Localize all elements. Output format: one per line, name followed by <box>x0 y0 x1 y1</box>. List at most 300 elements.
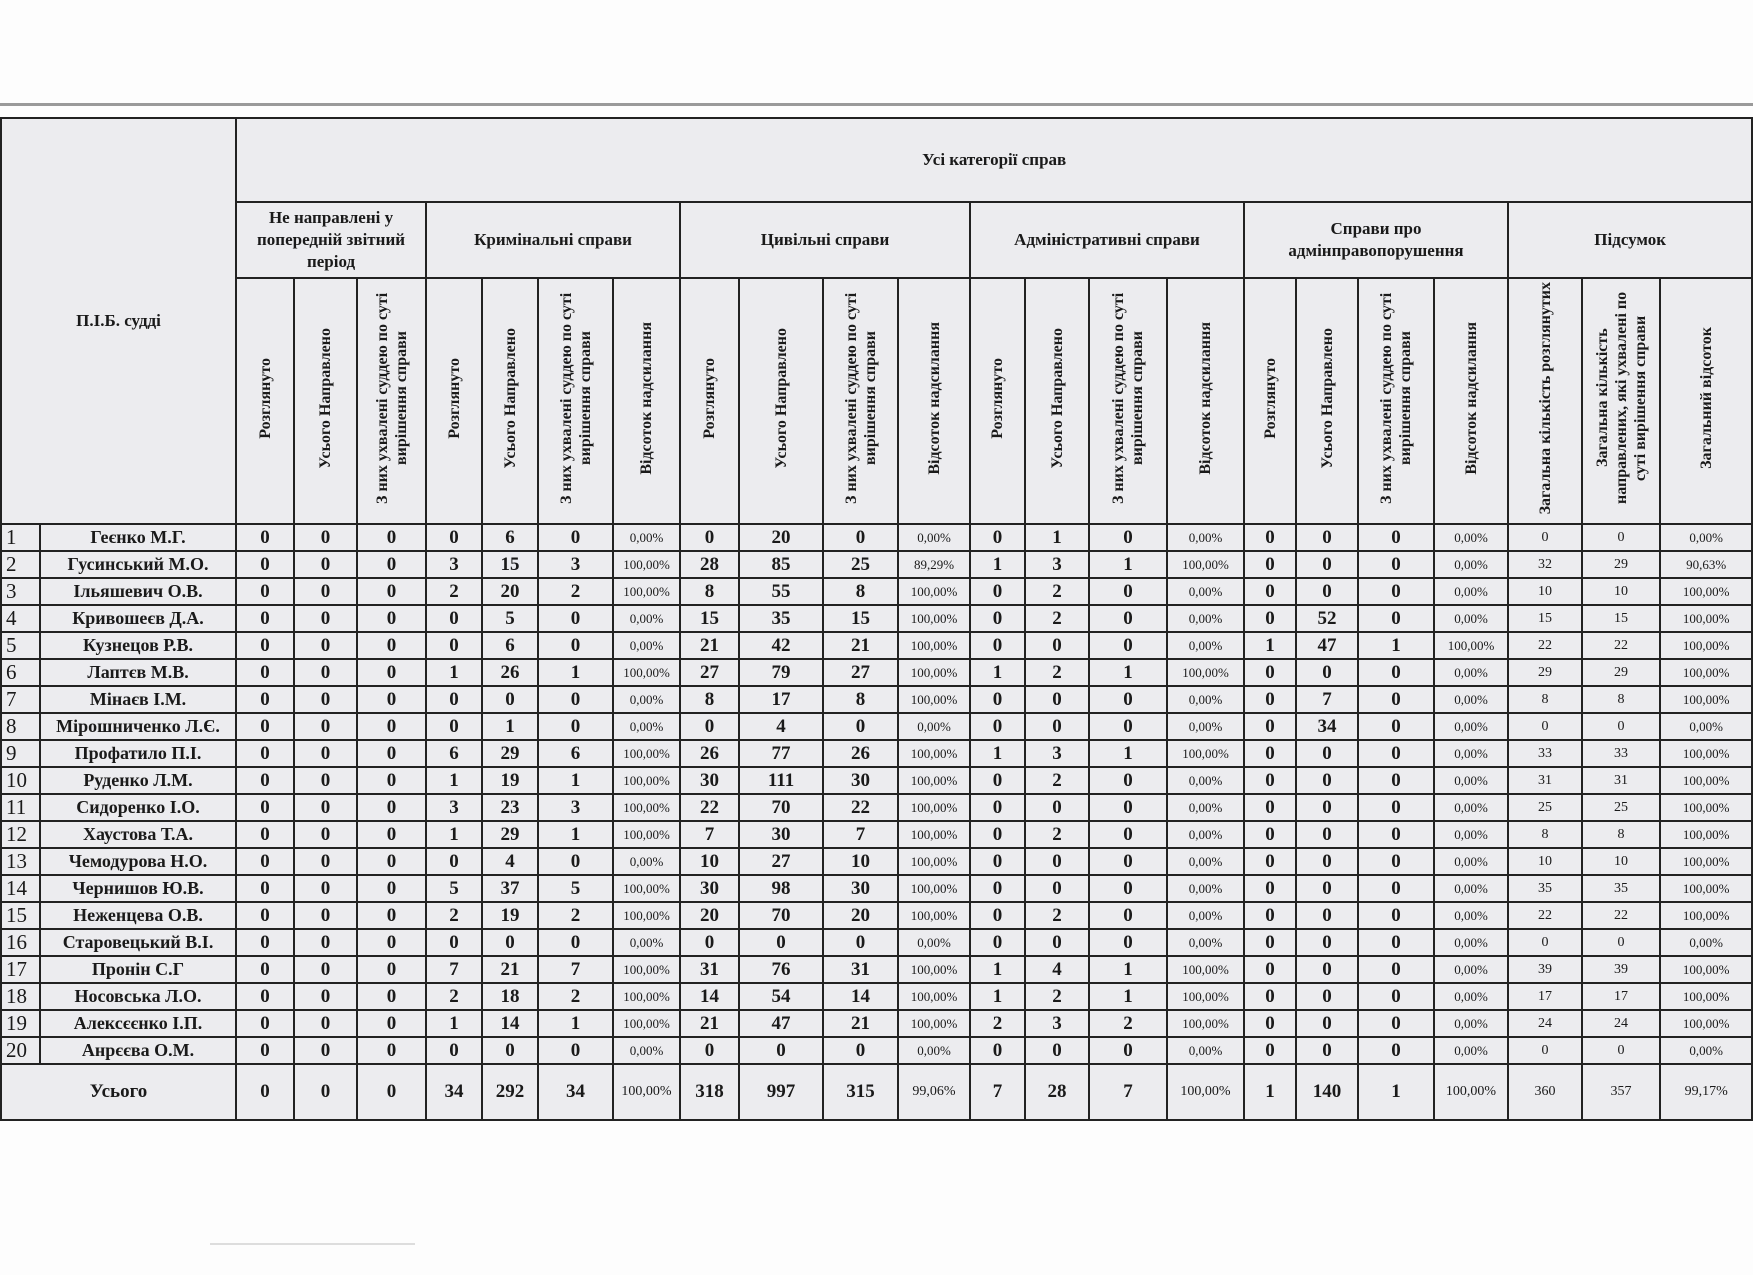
value-cell: 0 <box>1025 848 1089 875</box>
value-cell: 0 <box>294 1010 357 1037</box>
value-cell: 0 <box>1244 524 1296 551</box>
value-cell: 0 <box>1358 740 1434 767</box>
value-cell: 0 <box>1296 767 1358 794</box>
value-cell: 47 <box>739 1010 823 1037</box>
value-cell: 0 <box>426 713 482 740</box>
value-cell: 0 <box>1358 578 1434 605</box>
percent-cell: 0,00% <box>1434 848 1508 875</box>
row-number: 14 <box>1 875 40 902</box>
value-cell: 0 <box>236 713 294 740</box>
percent-cell: 0,00% <box>613 605 680 632</box>
value-cell: 0 <box>1244 848 1296 875</box>
judges-case-statistics-table <box>0 117 1753 1121</box>
value-cell: 0 <box>236 524 294 551</box>
value-cell: 0 <box>1244 686 1296 713</box>
column-header-label: Усього Направлено <box>501 327 519 469</box>
value-cell: 4 <box>1025 956 1089 983</box>
percent-cell: 100,00% <box>1660 902 1752 929</box>
value-cell: 85 <box>739 551 823 578</box>
value-cell: 25 <box>1508 794 1582 821</box>
value-cell: 0 <box>1089 902 1167 929</box>
value-cell: 31 <box>823 956 898 983</box>
column-header <box>1296 278 1358 524</box>
value-cell: 0 <box>823 713 898 740</box>
column-header-label: Відсоток надсилання <box>925 321 943 475</box>
value-cell: 0 <box>1582 713 1660 740</box>
value-cell: 0 <box>538 848 613 875</box>
percent-cell: 0,00% <box>1434 794 1508 821</box>
percent-cell: 100,00% <box>898 956 970 983</box>
percent-cell: 0,00% <box>1434 605 1508 632</box>
table-row <box>1 821 1752 848</box>
value-cell: 0 <box>357 1037 426 1064</box>
value-cell: 0 <box>538 929 613 956</box>
table-row <box>1 956 1752 983</box>
value-cell: 0 <box>357 605 426 632</box>
value-cell: 6 <box>426 740 482 767</box>
value-cell: 0 <box>1296 983 1358 1010</box>
value-cell: 140 <box>1296 1064 1358 1120</box>
percent-cell: 0,00% <box>1660 524 1752 551</box>
percent-cell: 0,00% <box>1434 983 1508 1010</box>
column-header-label: З них ухвалені суддею по суті вирішення справи <box>1378 292 1415 504</box>
total-row <box>1 1064 1752 1120</box>
value-cell: 15 <box>1508 605 1582 632</box>
value-cell: 0 <box>680 713 739 740</box>
value-cell: 0 <box>426 524 482 551</box>
percent-cell: 0,00% <box>1167 713 1244 740</box>
column-header <box>426 278 482 524</box>
value-cell: 23 <box>482 794 538 821</box>
percent-cell: 0,00% <box>1660 929 1752 956</box>
row-number: 10 <box>1 767 40 794</box>
column-header <box>1025 278 1089 524</box>
value-cell: 20 <box>739 524 823 551</box>
value-cell: 0 <box>357 740 426 767</box>
value-cell: 10 <box>680 848 739 875</box>
value-cell: 52 <box>1296 605 1358 632</box>
value-cell: 1 <box>1089 659 1167 686</box>
value-cell: 0 <box>1089 1037 1167 1064</box>
column-header-label: З них ухвалені суддею по суті вирішення справи <box>1110 292 1147 504</box>
value-cell: 0 <box>1089 632 1167 659</box>
percent-cell: 100,00% <box>1434 1064 1508 1120</box>
value-cell: 0 <box>970 821 1025 848</box>
value-cell: 0 <box>1358 902 1434 929</box>
percent-cell: 100,00% <box>898 848 970 875</box>
percent-cell: 0,00% <box>613 632 680 659</box>
table-row <box>1 659 1752 686</box>
percent-cell: 0,00% <box>898 524 970 551</box>
judge-name: Лаптєв М.В. <box>40 659 236 686</box>
row-number: 12 <box>1 821 40 848</box>
column-header <box>1358 278 1434 524</box>
judge-name: Носовська Л.О. <box>40 983 236 1010</box>
value-cell: 0 <box>426 1037 482 1064</box>
value-cell: 26 <box>680 740 739 767</box>
percent-cell: 0,00% <box>1434 902 1508 929</box>
column-header <box>680 278 739 524</box>
value-cell: 2 <box>538 902 613 929</box>
value-cell: 3 <box>426 794 482 821</box>
value-cell: 0 <box>1244 902 1296 929</box>
value-cell: 17 <box>1508 983 1582 1010</box>
value-cell: 0 <box>1296 848 1358 875</box>
value-cell: 2 <box>1025 983 1089 1010</box>
value-cell: 14 <box>482 1010 538 1037</box>
column-header-label: Усього Направлено <box>317 327 335 469</box>
percent-cell: 100,00% <box>1167 1010 1244 1037</box>
table-row <box>1 713 1752 740</box>
value-cell: 10 <box>823 848 898 875</box>
percent-cell: 0,00% <box>1434 578 1508 605</box>
value-cell: 0 <box>426 686 482 713</box>
value-cell: 0 <box>1358 767 1434 794</box>
percent-cell: 90,63% <box>1660 551 1752 578</box>
percent-cell: 0,00% <box>1434 713 1508 740</box>
value-cell: 0 <box>1296 740 1358 767</box>
row-number: 19 <box>1 1010 40 1037</box>
column-header-label: З них ухвалені суддею по суті вирішення справи <box>557 292 594 504</box>
percent-cell: 0,00% <box>613 848 680 875</box>
value-cell: 22 <box>1582 632 1660 659</box>
value-cell: 17 <box>1582 983 1660 1010</box>
value-cell: 30 <box>823 875 898 902</box>
percent-cell: 99,17% <box>1660 1064 1752 1120</box>
value-cell: 1 <box>970 956 1025 983</box>
row-number: 11 <box>1 794 40 821</box>
value-cell: 0 <box>357 1064 426 1120</box>
percent-cell: 0,00% <box>1434 1010 1508 1037</box>
percent-cell: 0,00% <box>898 713 970 740</box>
value-cell: 0 <box>1025 686 1089 713</box>
value-cell: 0 <box>970 578 1025 605</box>
value-cell: 0 <box>294 929 357 956</box>
value-cell: 3 <box>426 551 482 578</box>
value-cell: 22 <box>823 794 898 821</box>
percent-cell: 0,00% <box>1434 551 1508 578</box>
judge-name: Чемодурова Н.О. <box>40 848 236 875</box>
value-cell: 2 <box>426 578 482 605</box>
percent-cell: 100,00% <box>898 686 970 713</box>
value-cell: 33 <box>1582 740 1660 767</box>
value-cell: 1 <box>538 821 613 848</box>
value-cell: 0 <box>236 740 294 767</box>
group-header: Кримінальні справи <box>426 202 680 278</box>
value-cell: 8 <box>680 686 739 713</box>
value-cell: 0 <box>1244 1037 1296 1064</box>
value-cell: 0 <box>357 551 426 578</box>
value-cell: 0 <box>538 1037 613 1064</box>
value-cell: 0 <box>970 1037 1025 1064</box>
value-cell: 7 <box>426 956 482 983</box>
value-cell: 0 <box>1244 767 1296 794</box>
percent-cell: 0,00% <box>1167 929 1244 956</box>
percent-cell: 0,00% <box>1434 1037 1508 1064</box>
judge-name: Кривошеєв Д.А. <box>40 605 236 632</box>
value-cell: 2 <box>1025 659 1089 686</box>
percent-cell: 100,00% <box>1660 605 1752 632</box>
percent-cell: 100,00% <box>898 821 970 848</box>
percent-cell: 100,00% <box>613 1010 680 1037</box>
judge-name: Ільяшевич О.В. <box>40 578 236 605</box>
value-cell: 0 <box>970 902 1025 929</box>
value-cell: 4 <box>482 848 538 875</box>
value-cell: 0 <box>1244 578 1296 605</box>
value-cell: 0 <box>970 929 1025 956</box>
percent-cell: 100,00% <box>1660 578 1752 605</box>
percent-cell: 100,00% <box>898 767 970 794</box>
percent-cell: 100,00% <box>1660 983 1752 1010</box>
column-header <box>823 278 898 524</box>
value-cell: 0 <box>1244 659 1296 686</box>
value-cell: 0 <box>294 956 357 983</box>
percent-cell: 0,00% <box>1434 875 1508 902</box>
value-cell: 6 <box>538 740 613 767</box>
value-cell: 0 <box>970 848 1025 875</box>
value-cell: 0 <box>426 605 482 632</box>
percent-cell: 100,00% <box>613 767 680 794</box>
value-cell: 0 <box>1358 551 1434 578</box>
value-cell: 7 <box>538 956 613 983</box>
value-cell: 0 <box>1358 929 1434 956</box>
value-cell: 35 <box>1582 875 1660 902</box>
value-cell: 0 <box>1358 713 1434 740</box>
value-cell: 0 <box>294 632 357 659</box>
column-header <box>739 278 823 524</box>
all-categories-header: Усі категорії справ <box>236 118 1752 202</box>
row-number: 15 <box>1 902 40 929</box>
value-cell: 1 <box>1089 740 1167 767</box>
value-cell: 1 <box>1358 1064 1434 1120</box>
value-cell: 2 <box>1025 821 1089 848</box>
percent-cell: 100,00% <box>898 1010 970 1037</box>
percent-cell: 0,00% <box>1660 713 1752 740</box>
value-cell: 30 <box>680 875 739 902</box>
value-cell: 0 <box>236 605 294 632</box>
value-cell: 2 <box>538 983 613 1010</box>
value-cell: 5 <box>482 605 538 632</box>
value-cell: 0 <box>1358 956 1434 983</box>
value-cell: 0 <box>1244 713 1296 740</box>
percent-cell: 0,00% <box>1434 524 1508 551</box>
value-cell: 14 <box>680 983 739 1010</box>
value-cell: 22 <box>1508 632 1582 659</box>
value-cell: 22 <box>680 794 739 821</box>
value-cell: 0 <box>294 875 357 902</box>
value-cell: 1 <box>1089 983 1167 1010</box>
value-cell: 0 <box>294 686 357 713</box>
value-cell: 6 <box>482 524 538 551</box>
row-number: 20 <box>1 1037 40 1064</box>
value-cell: 5 <box>426 875 482 902</box>
column-header <box>1089 278 1167 524</box>
value-cell: 0 <box>357 794 426 821</box>
value-cell: 0 <box>1089 686 1167 713</box>
value-cell: 0 <box>680 524 739 551</box>
percent-cell: 100,00% <box>1660 956 1752 983</box>
value-cell: 19 <box>482 767 538 794</box>
value-cell: 1 <box>1244 1064 1296 1120</box>
value-cell: 0 <box>357 1010 426 1037</box>
value-cell: 0 <box>970 632 1025 659</box>
percent-cell: 0,00% <box>1167 767 1244 794</box>
column-header-label: Усього Направлено <box>772 327 790 469</box>
table-row <box>1 578 1752 605</box>
value-cell: 2 <box>1089 1010 1167 1037</box>
value-cell: 0 <box>236 578 294 605</box>
value-cell: 70 <box>739 794 823 821</box>
value-cell: 0 <box>357 821 426 848</box>
value-cell: 77 <box>739 740 823 767</box>
column-header <box>357 278 426 524</box>
percent-cell: 100,00% <box>1167 551 1244 578</box>
value-cell: 20 <box>680 902 739 929</box>
value-cell: 0 <box>294 524 357 551</box>
value-cell: 0 <box>357 659 426 686</box>
value-cell: 25 <box>1582 794 1660 821</box>
value-cell: 7 <box>823 821 898 848</box>
percent-cell: 100,00% <box>898 632 970 659</box>
percent-cell: 100,00% <box>1167 659 1244 686</box>
value-cell: 2 <box>426 983 482 1010</box>
percent-cell: 0,00% <box>1167 578 1244 605</box>
column-header <box>294 278 357 524</box>
value-cell: 7 <box>1296 686 1358 713</box>
table-row <box>1 632 1752 659</box>
value-cell: 3 <box>1025 551 1089 578</box>
column-header-label: Розглянуто <box>445 357 463 439</box>
value-cell: 2 <box>1025 605 1089 632</box>
value-cell: 0 <box>294 1064 357 1120</box>
percent-cell: 100,00% <box>1660 848 1752 875</box>
value-cell: 1 <box>426 659 482 686</box>
value-cell: 21 <box>823 1010 898 1037</box>
value-cell: 0 <box>1244 740 1296 767</box>
value-cell: 6 <box>482 632 538 659</box>
value-cell: 10 <box>1582 578 1660 605</box>
value-cell: 0 <box>1508 524 1582 551</box>
value-cell: 0 <box>1244 956 1296 983</box>
percent-cell: 0,00% <box>1167 524 1244 551</box>
value-cell: 0 <box>970 875 1025 902</box>
value-cell: 33 <box>1508 740 1582 767</box>
percent-cell: 0,00% <box>1167 632 1244 659</box>
percent-cell: 100,00% <box>613 551 680 578</box>
value-cell: 0 <box>357 524 426 551</box>
value-cell: 360 <box>1508 1064 1582 1120</box>
value-cell: 0 <box>1358 821 1434 848</box>
value-cell: 0 <box>357 686 426 713</box>
value-cell: 0 <box>236 632 294 659</box>
percent-cell: 100,00% <box>898 659 970 686</box>
percent-cell: 0,00% <box>1167 1037 1244 1064</box>
table-row <box>1 794 1752 821</box>
percent-cell: 100,00% <box>898 902 970 929</box>
value-cell: 15 <box>823 605 898 632</box>
value-cell: 0 <box>1296 551 1358 578</box>
percent-cell: 100,00% <box>898 578 970 605</box>
judge-name: Профатило П.І. <box>40 740 236 767</box>
table-row <box>1 929 1752 956</box>
group-header: Справи про адмінправопорушення <box>1244 202 1508 278</box>
value-cell: 0 <box>236 659 294 686</box>
percent-cell: 0,00% <box>613 929 680 956</box>
value-cell: 30 <box>680 767 739 794</box>
value-cell: 0 <box>1089 848 1167 875</box>
value-cell: 0 <box>357 632 426 659</box>
value-cell: 0 <box>236 794 294 821</box>
value-cell: 0 <box>1089 767 1167 794</box>
value-cell: 0 <box>1358 848 1434 875</box>
value-cell: 15 <box>680 605 739 632</box>
value-cell: 3 <box>1025 1010 1089 1037</box>
value-cell: 0 <box>970 605 1025 632</box>
value-cell: 8 <box>823 686 898 713</box>
value-cell: 0 <box>1508 929 1582 956</box>
value-cell: 0 <box>970 524 1025 551</box>
percent-cell: 100,00% <box>1660 875 1752 902</box>
value-cell: 292 <box>482 1064 538 1120</box>
value-cell: 0 <box>1582 1037 1660 1064</box>
value-cell: 27 <box>823 659 898 686</box>
value-cell: 20 <box>823 902 898 929</box>
value-cell: 0 <box>823 1037 898 1064</box>
value-cell: 0 <box>1244 821 1296 848</box>
judge-name: Кузнецов Р.В. <box>40 632 236 659</box>
column-header-label: Усього Направлено <box>1048 327 1066 469</box>
percent-cell: 0,00% <box>1660 1037 1752 1064</box>
column-header <box>1167 278 1244 524</box>
column-header-label: Відсоток надсилання <box>1462 321 1480 475</box>
value-cell: 0 <box>294 983 357 1010</box>
group-header: Адміністративні справи <box>970 202 1244 278</box>
value-cell: 0 <box>357 767 426 794</box>
value-cell: 0 <box>294 767 357 794</box>
value-cell: 10 <box>1582 848 1660 875</box>
value-cell: 98 <box>739 875 823 902</box>
percent-cell: 100,00% <box>898 875 970 902</box>
value-cell: 0 <box>357 713 426 740</box>
column-header <box>970 278 1025 524</box>
value-cell: 0 <box>357 983 426 1010</box>
percent-cell: 0,00% <box>1167 875 1244 902</box>
group-header: Підсумок <box>1508 202 1752 278</box>
percent-cell: 0,00% <box>1434 767 1508 794</box>
value-cell: 0 <box>294 848 357 875</box>
percent-cell: 100,00% <box>898 605 970 632</box>
table-row <box>1 848 1752 875</box>
value-cell: 0 <box>236 902 294 929</box>
value-cell: 0 <box>236 686 294 713</box>
value-cell: 0 <box>236 551 294 578</box>
value-cell: 0 <box>538 524 613 551</box>
judge-name: Чернишов Ю.В. <box>40 875 236 902</box>
row-number: 2 <box>1 551 40 578</box>
value-cell: 0 <box>1089 713 1167 740</box>
table-row <box>1 1010 1752 1037</box>
value-cell: 0 <box>538 686 613 713</box>
value-cell: 35 <box>739 605 823 632</box>
value-cell: 0 <box>970 713 1025 740</box>
value-cell: 1 <box>970 659 1025 686</box>
value-cell: 0 <box>1244 1010 1296 1037</box>
table-row <box>1 605 1752 632</box>
value-cell: 0 <box>357 848 426 875</box>
value-cell: 1 <box>1025 524 1089 551</box>
value-cell: 18 <box>482 983 538 1010</box>
value-cell: 0 <box>236 821 294 848</box>
